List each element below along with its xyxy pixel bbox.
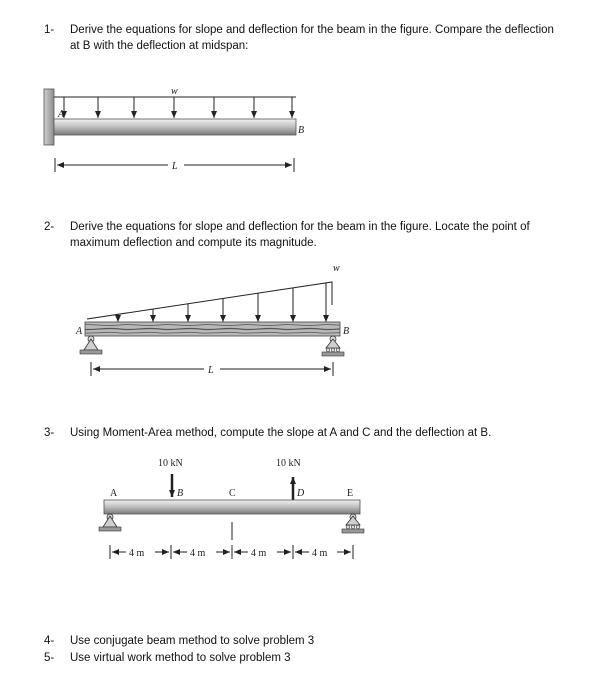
label-point-d: D <box>297 488 305 499</box>
problem-3-number: 3- <box>44 427 55 439</box>
triangular-load-outline <box>87 282 332 319</box>
label-a-2: A <box>76 326 83 337</box>
roller-support-e-3 <box>342 514 364 533</box>
beam-1 <box>54 119 296 135</box>
segment-label-2: 4 m <box>190 548 206 559</box>
problem-4-number: 4- <box>44 635 55 647</box>
roller-support-b <box>322 336 344 356</box>
beam-2 <box>85 322 340 336</box>
label-point-e: E <box>347 488 354 499</box>
load-arrows-2 <box>118 283 326 322</box>
problem-2-line-1: Derive the equations for slope and deflection for the beam in the figure. Locate the point of <box>70 221 530 233</box>
problem-1-number: 1- <box>44 24 55 36</box>
figure-1-cantilever <box>44 86 304 172</box>
label-point-c: C <box>229 488 236 499</box>
problem-2-number: 2- <box>44 221 55 233</box>
label-b-2: B <box>343 326 350 337</box>
figure-3-overhang-beam <box>99 458 364 559</box>
span-label-l-2: L <box>208 365 214 376</box>
problem-1-line-1: Derive the equations for slope and deflection for the beam in the figure. Compare the deflection <box>70 24 554 36</box>
span-label-l: L <box>172 161 178 172</box>
label-point-a: A <box>110 488 118 499</box>
figure-2-triangular-load <box>75 263 349 376</box>
beam-3 <box>104 500 360 514</box>
pin-support-a-3 <box>99 514 121 531</box>
segment-label-4: 4 m <box>312 548 328 559</box>
label-a: A <box>58 109 65 120</box>
pin-support-a <box>80 336 102 354</box>
load-label-w: w <box>171 86 178 97</box>
load-label-2: 10 kN <box>276 458 301 469</box>
segment-label-1: 4 m <box>129 548 145 559</box>
load-arrows <box>64 97 292 118</box>
label-b: B <box>298 125 305 136</box>
label-point-b: B <box>177 488 184 499</box>
problem-3-text: Using Moment-Area method, compute the slope at A and C and the deflection at B. <box>70 427 492 439</box>
fixed-wall <box>44 89 54 145</box>
problem-5-number: 5- <box>44 652 55 664</box>
load-label-w-2: w <box>333 263 340 274</box>
problem-4-text: Use conjugate beam method to solve problem 3 <box>70 635 315 647</box>
problem-5-text: Use virtual work method to solve problem 3 <box>70 652 291 664</box>
problem-1-line-2: at B with the deflection at midspan: <box>70 40 249 52</box>
problem-2-line-2: maximum deflection and compute its magnitude. <box>70 237 317 249</box>
segment-label-3: 4 m <box>251 548 267 559</box>
load-label-1: 10 kN <box>158 458 183 469</box>
